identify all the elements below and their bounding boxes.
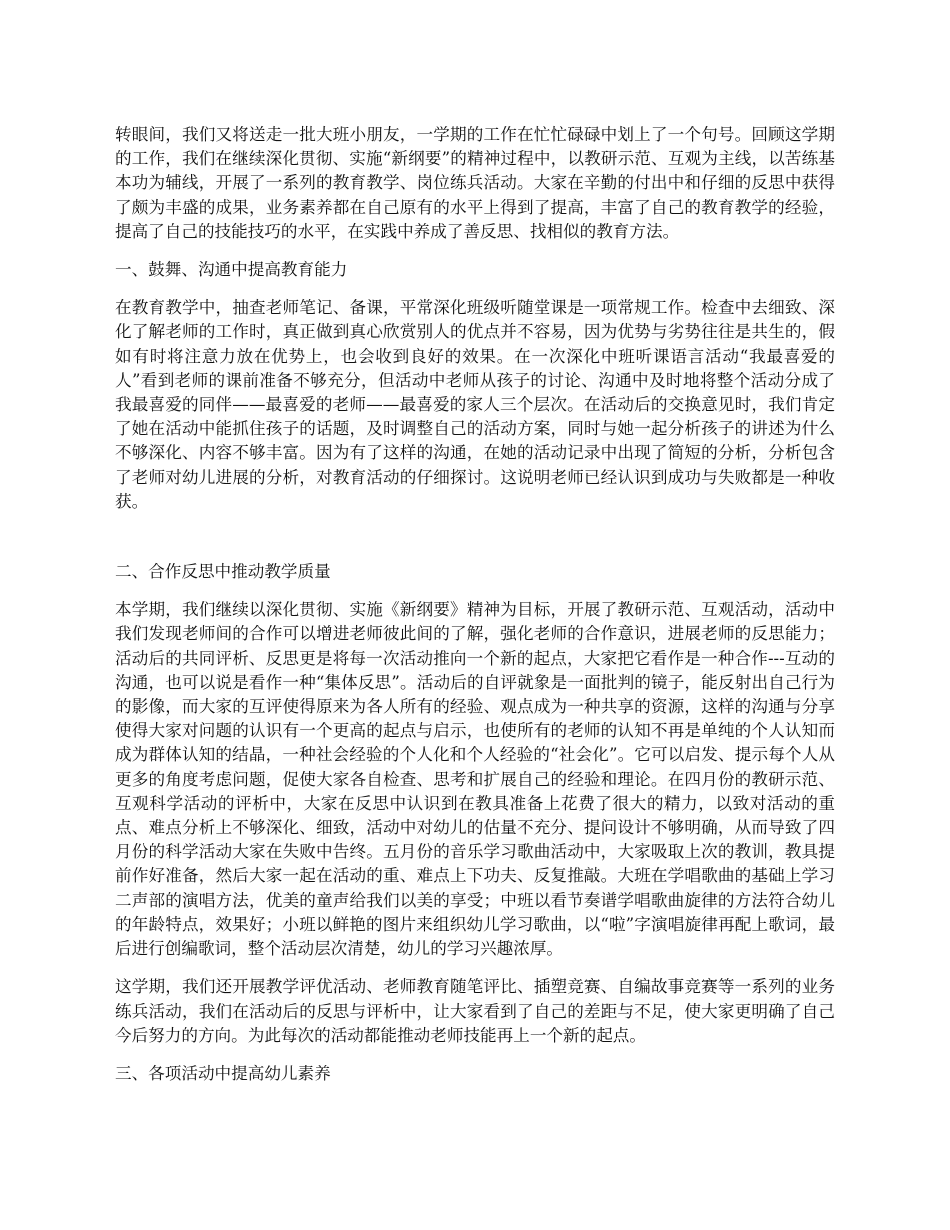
section-heading-1: 一、鼓舞、沟通中提高教育能力 bbox=[115, 260, 348, 280]
section-2-paragraph-2: 这学期，我们还开展教学评优活动、老师教育随笔评比、插塑竞赛、自编故事竞赛等一系列的业务练兵活动，我们在活动后的反思与评析中，让大家看到了自己的差距与不足，使大家更明确了自己今后努力的方向。为此每次的活动都能推动老师技能再上一个新的起点。 bbox=[115, 977, 835, 1045]
section-heading-3: 三、各项活动中提高幼儿素养 bbox=[115, 1063, 331, 1083]
section-heading-2: 二、合作反思中推动教学质量 bbox=[115, 562, 331, 582]
intro-paragraph: 转眼间，我们又将送走一批大班小朋友，一学期的工作在忙忙碌碌中划上了一个句号。回顾这学期的工作，我们在继续深化贯彻、实施“新纲要”的精神过程中，以教研示范、互观为主线，以苦练基本功为辅线，开展了一系列的教育教学、岗位练兵活动。大家在辛勤的付出中和仔细的反思中获得了颇为丰盛的成果，业务素养都在自己原有的水平上得到了提高，丰富了自己的教育教学的经验，提高了自己的技能技巧的水平，在实践中养成了善反思、找相似的教育方法。 bbox=[115, 125, 835, 241]
section-spacer bbox=[115, 528, 835, 560]
section-1-paragraph: 在教育教学中，抽查老师笔记、备课，平常深化班级听随堂课是一项常规工作。检查中去细致、深化了解老师的工作时，真正做到真心欣赏别人的优点并不容易，因为优势与劣势往往是共生的，假如有时将注意力放在优势上，也会收到良好的效果。在一次深化中班听课语言活动“我最喜爱的人”看到老师的课前准备不够充分，但活动中老师从孩子的讨论、沟通中及时地将整个活动分成了我最喜爱的同伴——最喜爱的老师——最喜爱的家人三个层次。在活动后的交换意见时，我们肯定了她在活动中能抓住孩子的话题，及时调整自己的活动方案，同时与她一起分析孩子的讲述为什么不够深化、内容不够丰富。因为有了这样的沟通，在她的活动记录中出现了简短的分析，分析包含了老师对幼儿进展的分析，对教育活动的仔细探讨。这说明老师已经认识到成功与失败都是一种收获。 bbox=[115, 298, 835, 511]
section-2-paragraph-1: 本学期，我们继续以深化贯彻、实施《新纲要》精神为目标，开展了教研示范、互观活动，活动中我们发现老师间的合作可以增进老师彼此间的了解，强化老师的合作意识，进展老师的反思能力；活动后的共同评析、反思更是将每一次活动推向一个新的起点，大家把它看作是一种合作---互动的沟通，也可以说是看作一种“集体反思”。活动后的自评就象是一面批判的镜子，能反射出自己行为的影像，而大家的互评使得原来为各人所有的经验、观点成为一种共享的资源，这样的沟通与分享使得大家对问题的认识有一个更高的起点与启示，也使所有的老师的认知不再是单纯的个人认知而成为群体认知的结晶，一种社会经验的个人化和个人经验的“社会化”。它可以启发、提示每个人从更多的角度考虑问题，促使大家各自检查、思考和扩展自己的经验和理论。在四月份的教研示范、互观科学活动的评析中，大家在反思中认识到在教具准备上花费了很大的精力，以致对活动的重点、难点分析上不够深化、细致，活动中对幼儿的估量不充分、提问设计不够明确，从而导致了四月份的科学活动大家在失败中告终。五月份的音乐学习歌曲活动中，大家吸取上次的教训，教具提前作好准备，然后大家一起在活动的重、难点上下功夫、反复推敲。大班在学唱歌曲的基础上学习二声部的演唱方法，优美的童声给我们以美的享受；中班以看节奏谱学唱歌曲旋律的方法符合幼儿的年龄特点，效果好；小班以鲜艳的图片来组织幼儿学习歌曲，以“啦”字演唱旋律再配上歌词，最后进行创编歌词，整个活动层次清楚，幼儿的学习兴趣浓厚。 bbox=[115, 600, 835, 959]
